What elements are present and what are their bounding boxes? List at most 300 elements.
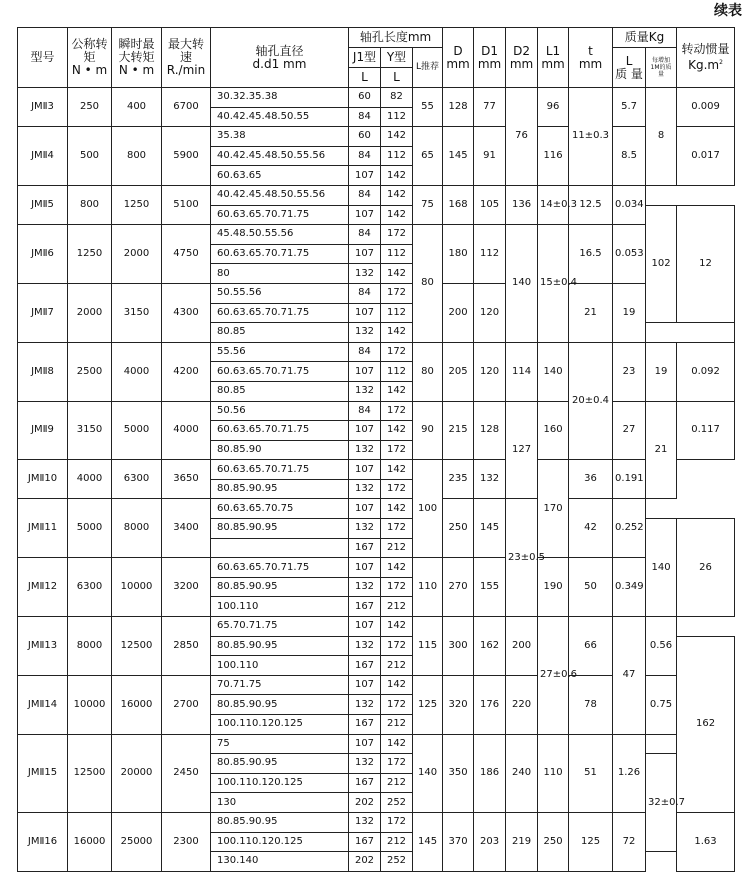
y-length-cell: 142 [381, 460, 413, 480]
y-length-cell: 172 [381, 440, 413, 460]
y-length-cell: 82 [381, 88, 413, 108]
col-header-D1: D1 mm [474, 28, 506, 88]
j1-length-cell: 132 [349, 264, 381, 284]
table-row [18, 401, 735, 421]
L1-cell: 200 [506, 617, 538, 676]
nominal-torque-cell: 1250 [68, 225, 112, 284]
bore-cell: 50.56 [211, 401, 349, 421]
inertia-cell: 0.092 [677, 342, 735, 401]
j1-length-cell: 107 [349, 244, 381, 264]
y-length-cell: 172 [381, 401, 413, 421]
mass-cell: 23 [613, 342, 646, 401]
bore-cell: 80.85 [211, 381, 349, 401]
mass-cell: 16.5 [569, 225, 613, 284]
bore-cell: 100.110.120.125 [211, 832, 349, 852]
j1-length-cell: 107 [349, 205, 381, 225]
table-row [18, 342, 735, 362]
j1-length-cell: 132 [349, 381, 381, 401]
max-speed-cell: 5900 [162, 127, 211, 186]
D-cell: 168 [443, 185, 474, 224]
col-header-model: 型号 [18, 28, 68, 88]
L1-cell: 96 [538, 88, 569, 127]
bore-cell: 60.63.65.70.71.75 [211, 460, 349, 480]
bore-cell: 60.63.65.70.75 [211, 499, 349, 519]
max-speed-cell: 3400 [162, 499, 211, 558]
col-header-y: Y型 [381, 48, 413, 68]
max-speed-cell: 2850 [162, 617, 211, 676]
peak-torque-cell: 800 [112, 127, 162, 186]
nominal-torque-cell: 6300 [68, 558, 112, 617]
col-header-max-speed: 最大转速 R./min [162, 28, 211, 88]
D-cell: 200 [443, 283, 474, 342]
model-cell: JMⅡ9 [18, 401, 68, 460]
bore-cell: 60.63.65.70.71.75 [211, 303, 349, 323]
D2-cell: 127 [506, 401, 538, 499]
bore-cell: 80.85.90 [211, 440, 349, 460]
L1-cell: 116 [538, 127, 569, 186]
j1-length-cell: 167 [349, 538, 381, 558]
D1-cell: 162 [474, 617, 506, 676]
j1-length-cell: 84 [349, 401, 381, 421]
D2-cell: 102 [646, 205, 677, 323]
bore-cell: 80.85.90.95 [211, 812, 349, 832]
mass-per-meter-cell: 8 [646, 88, 677, 186]
model-cell: JMⅡ6 [18, 225, 68, 284]
bore-cell: 100.110.120.125 [211, 773, 349, 793]
col-header-y-l: L [381, 68, 413, 88]
nominal-torque-cell: 12500 [68, 734, 112, 812]
j1-length-cell: 107 [349, 362, 381, 382]
table-row [18, 558, 735, 578]
y-length-cell: 142 [381, 558, 413, 578]
y-length-cell: 142 [381, 166, 413, 186]
l-rec-cell: 55 [413, 88, 443, 127]
col-header-inertia: 转动惯量 $Kg.m^2$ [677, 28, 735, 88]
bore-cell: 100.110 [211, 597, 349, 617]
D2-cell: 140 [646, 519, 677, 617]
D1-cell: 176 [474, 675, 506, 734]
model-cell: JMⅡ5 [18, 185, 68, 224]
l-rec-cell: 65 [413, 127, 443, 186]
y-length-cell: 212 [381, 773, 413, 793]
table-row [18, 460, 735, 480]
j1-length-cell: 84 [349, 342, 381, 362]
model-cell: JMⅡ3 [18, 88, 68, 127]
y-length-cell: 172 [381, 754, 413, 774]
y-length-cell: 112 [381, 362, 413, 382]
model-cell: JMⅡ8 [18, 342, 68, 401]
bore-cell: 80.85.90.95 [211, 754, 349, 774]
bore-cell: 80 [211, 264, 349, 284]
D2-cell: 219 [506, 812, 538, 871]
col-header-nominal-torque: 公称转矩 N • m [68, 28, 112, 88]
bore-cell: 55.56 [211, 342, 349, 362]
t-cell: 20±0.4 [569, 342, 613, 460]
col-header-D2: D2 mm [506, 28, 538, 88]
inertia-cell: 0.75 [646, 675, 677, 734]
max-speed-cell: 2300 [162, 812, 211, 871]
col-header-bore: 轴孔直径 d.d1 mm [211, 28, 349, 88]
l-rec-cell: 90 [413, 401, 443, 460]
y-length-cell: 142 [381, 323, 413, 343]
max-speed-cell: 2450 [162, 734, 211, 812]
mass-cell: 12.5 [569, 185, 613, 224]
col-header-mass: L 质 量 [613, 48, 646, 88]
t-cell: 15±0.4 [538, 225, 569, 343]
y-length-cell: 172 [381, 283, 413, 303]
j1-length-cell: 107 [349, 460, 381, 480]
mass-cell: 42 [569, 499, 613, 558]
bore-cell: 80.85 [211, 323, 349, 343]
bore-cell: 75 [211, 734, 349, 754]
table-caption: 续表 [714, 3, 742, 19]
mass-per-meter-cell: 47 [613, 617, 646, 735]
y-length-cell: 142 [381, 617, 413, 637]
y-length-cell: 212 [381, 715, 413, 735]
l-rec-cell: 110 [413, 558, 443, 617]
bore-cell: 30.32.35.38 [211, 88, 349, 108]
j1-length-cell: 132 [349, 323, 381, 343]
l-rec-cell: 125 [413, 675, 443, 734]
bore-cell: 60.63.65.70.71.75 [211, 244, 349, 264]
y-length-cell: 172 [381, 225, 413, 245]
col-header-j1: J1型 [349, 48, 381, 68]
D1-cell: 145 [474, 499, 506, 558]
model-cell: JMⅡ15 [18, 734, 68, 812]
L1-cell: 170 [538, 460, 569, 558]
l-rec-cell: 145 [413, 812, 443, 871]
inertia-cell: 0.349 [613, 558, 646, 617]
l-rec-cell: 140 [413, 734, 443, 812]
y-length-cell: 212 [381, 597, 413, 617]
y-length-cell: 112 [381, 303, 413, 323]
y-length-cell: 142 [381, 499, 413, 519]
peak-torque-cell: 20000 [112, 734, 162, 812]
j1-length-cell: 202 [349, 852, 381, 872]
L1-cell: 190 [538, 558, 569, 617]
j1-length-cell: 167 [349, 832, 381, 852]
j1-length-cell: 84 [349, 185, 381, 205]
D2-cell: 114 [506, 342, 538, 401]
bore-cell: 70.71.75 [211, 675, 349, 695]
D1-cell: 120 [474, 342, 506, 401]
table-row [18, 617, 735, 637]
D-cell: 205 [443, 342, 474, 401]
model-cell: JMⅡ14 [18, 675, 68, 734]
model-cell: JMⅡ4 [18, 127, 68, 186]
peak-torque-cell: 3150 [112, 283, 162, 342]
y-length-cell: 172 [381, 342, 413, 362]
y-length-cell: 172 [381, 812, 413, 832]
table-row [18, 127, 735, 147]
inertia-cell: 1.63 [677, 812, 735, 871]
t-cell: 11±0.3 [569, 88, 613, 186]
j1-length-cell: 132 [349, 519, 381, 539]
mass-cell: 36 [569, 460, 613, 499]
j1-length-cell: 84 [349, 283, 381, 303]
peak-torque-cell: 6300 [112, 460, 162, 499]
max-speed-cell: 5100 [162, 185, 211, 224]
col-header-l-recommended: L推荐 [413, 48, 443, 88]
j1-length-cell: 107 [349, 166, 381, 186]
mass-cell: 8.5 [613, 127, 646, 186]
y-length-cell: 172 [381, 695, 413, 715]
D1-cell: 186 [474, 734, 506, 812]
D-cell: 350 [443, 734, 474, 812]
j1-length-cell: 84 [349, 107, 381, 127]
D1-cell: 120 [474, 283, 506, 342]
nominal-torque-cell: 250 [68, 88, 112, 127]
peak-torque-cell: 8000 [112, 499, 162, 558]
D-cell: 215 [443, 401, 474, 460]
t-cell: 14±0.3 [538, 185, 569, 224]
model-cell: JMⅡ7 [18, 283, 68, 342]
nominal-torque-cell: 3150 [68, 401, 112, 460]
D-cell: 370 [443, 812, 474, 871]
y-length-cell: 142 [381, 381, 413, 401]
t-cell: 27±0.6 [538, 617, 569, 735]
D-cell: 235 [443, 460, 474, 499]
D1-cell: 155 [474, 558, 506, 617]
peak-torque-cell: 25000 [112, 812, 162, 871]
j1-length-cell: 84 [349, 146, 381, 166]
L1-cell: 136 [506, 185, 538, 224]
inertia-cell: 0.117 [677, 401, 735, 460]
coupling-spec-table [17, 27, 735, 872]
inertia-cell: 0.009 [677, 88, 735, 127]
mass-per-meter-cell: 21 [646, 401, 677, 499]
j1-length-cell: 107 [349, 499, 381, 519]
nominal-torque-cell: 5000 [68, 499, 112, 558]
j1-length-cell: 132 [349, 440, 381, 460]
bore-cell: 45.48.50.55.56 [211, 225, 349, 245]
max-speed-cell: 4200 [162, 342, 211, 401]
bore-cell: 130.140 [211, 852, 349, 872]
y-length-cell: 172 [381, 577, 413, 597]
nominal-torque-cell: 2500 [68, 342, 112, 401]
j1-length-cell: 107 [349, 675, 381, 695]
y-length-cell: 252 [381, 852, 413, 872]
mass-per-meter-cell: 26 [677, 519, 735, 617]
bore-cell: 80.85.90.95 [211, 479, 349, 499]
l-rec-cell: 115 [413, 617, 443, 676]
D-cell: 145 [443, 127, 474, 186]
y-length-cell: 252 [381, 793, 413, 813]
mass-cell: 66 [569, 617, 613, 676]
bore-cell: 60.63.65.70.71.75 [211, 558, 349, 578]
table-row [18, 88, 735, 108]
col-header-t: t mm [569, 28, 613, 88]
D-cell: 300 [443, 617, 474, 676]
table-row [18, 283, 735, 303]
y-length-cell: 142 [381, 185, 413, 205]
bore-cell: 80.85.90.95 [211, 636, 349, 656]
L1-cell: 160 [538, 401, 569, 460]
y-length-cell: 112 [381, 244, 413, 264]
table-row [18, 734, 735, 754]
y-length-cell: 142 [381, 205, 413, 225]
peak-torque-cell: 400 [112, 88, 162, 127]
L1-cell: 140 [538, 342, 569, 401]
L1-cell: 220 [506, 675, 538, 734]
col-header-D: D mm [443, 28, 474, 88]
bore-cell: 130 [211, 793, 349, 813]
inertia-cell: 0.252 [613, 499, 646, 558]
col-header-peak-torque: 瞬时最大转矩 N • m [112, 28, 162, 88]
y-length-cell: 142 [381, 127, 413, 147]
max-speed-cell: 3650 [162, 460, 211, 499]
l-rec-cell: 80 [413, 225, 443, 343]
y-length-cell: 142 [381, 675, 413, 695]
y-length-cell: 212 [381, 538, 413, 558]
y-length-cell: 212 [381, 832, 413, 852]
D1-cell: 91 [474, 127, 506, 186]
bore-cell: 80.85.90.95 [211, 577, 349, 597]
table-row [18, 185, 735, 205]
nominal-torque-cell: 8000 [68, 617, 112, 676]
y-length-cell: 172 [381, 519, 413, 539]
model-cell: JMⅡ11 [18, 499, 68, 558]
D-cell: 180 [443, 225, 474, 284]
y-length-cell: 112 [381, 107, 413, 127]
mass-per-meter-cell: 19 [646, 342, 677, 401]
peak-torque-cell: 5000 [112, 401, 162, 460]
max-speed-cell: 2700 [162, 675, 211, 734]
j1-length-cell: 132 [349, 754, 381, 774]
max-speed-cell: 4300 [162, 283, 211, 342]
nominal-torque-cell: 10000 [68, 675, 112, 734]
D1-cell: 112 [474, 225, 506, 284]
j1-length-cell: 202 [349, 793, 381, 813]
bore-cell: 80.85.90.95 [211, 695, 349, 715]
peak-torque-cell: 4000 [112, 342, 162, 401]
col-header-mass-per-meter: 每增加1M的质量 [646, 48, 677, 88]
D1-cell: 203 [474, 812, 506, 871]
nominal-torque-cell: 2000 [68, 283, 112, 342]
col-header-length-group: 轴孔长度mm [349, 28, 443, 48]
D-cell: 250 [443, 499, 474, 558]
j1-length-cell: 107 [349, 617, 381, 637]
inertia-cell: 0.191 [613, 460, 646, 499]
nominal-torque-cell: 500 [68, 127, 112, 186]
mass-cell: 50 [569, 558, 613, 617]
j1-length-cell: 167 [349, 715, 381, 735]
j1-length-cell: 132 [349, 812, 381, 832]
y-length-cell: 142 [381, 734, 413, 754]
table-row [18, 812, 735, 832]
j1-length-cell: 60 [349, 88, 381, 108]
D1-cell: 77 [474, 88, 506, 127]
inertia-cell: 0.034 [613, 185, 646, 224]
y-length-cell: 172 [381, 479, 413, 499]
mass-cell: 5.7 [613, 88, 646, 127]
j1-length-cell: 167 [349, 597, 381, 617]
table-row [18, 499, 735, 519]
j1-length-cell: 132 [349, 577, 381, 597]
table-row [18, 225, 735, 245]
t-cell: 32±0.7 [646, 754, 677, 852]
j1-length-cell: 107 [349, 303, 381, 323]
inertia-cell: 1.26 [613, 734, 646, 812]
peak-torque-cell: 16000 [112, 675, 162, 734]
j1-length-cell: 107 [349, 734, 381, 754]
model-cell: JMⅡ12 [18, 558, 68, 617]
model-cell: JMⅡ16 [18, 812, 68, 871]
j1-length-cell: 167 [349, 656, 381, 676]
D2-cell: 76 [506, 88, 538, 186]
bore-cell: 100.110.120.125 [211, 715, 349, 735]
L1-cell: 140 [506, 225, 538, 343]
col-header-L1: L1 mm [538, 28, 569, 88]
peak-torque-cell: 10000 [112, 558, 162, 617]
L1-cell: 250 [538, 812, 569, 871]
y-length-cell: 142 [381, 421, 413, 441]
col-header-j1-l: L [349, 68, 381, 88]
bore-cell: 60.63.65.70.71.75 [211, 362, 349, 382]
bore-cell: 50.55.56 [211, 283, 349, 303]
bore-cell: 40.42.45.48.50.55 [211, 107, 349, 127]
max-speed-cell: 6700 [162, 88, 211, 127]
peak-torque-cell: 12500 [112, 617, 162, 676]
max-speed-cell: 4750 [162, 225, 211, 284]
D1-cell: 128 [474, 401, 506, 460]
max-speed-cell: 4000 [162, 401, 211, 460]
l-rec-cell: 75 [413, 185, 443, 224]
inertia-cell: 0.053 [613, 225, 646, 284]
j1-length-cell: 107 [349, 421, 381, 441]
mass-cell: 110 [538, 734, 569, 812]
nominal-torque-cell: 16000 [68, 812, 112, 871]
mass-per-meter-cell: 51 [569, 734, 613, 812]
j1-length-cell: 132 [349, 636, 381, 656]
bore-cell: 60.63.65.70.71.75 [211, 421, 349, 441]
j1-length-cell: 107 [349, 558, 381, 578]
y-length-cell: 142 [381, 264, 413, 284]
nominal-torque-cell: 4000 [68, 460, 112, 499]
mass-cell: 125 [569, 812, 613, 871]
peak-torque-cell: 2000 [112, 225, 162, 284]
nominal-torque-cell: 800 [68, 185, 112, 224]
D1-cell: 105 [474, 185, 506, 224]
max-speed-cell: 3200 [162, 558, 211, 617]
y-length-cell: 172 [381, 636, 413, 656]
col-header-mass-group: 质量Kg [613, 28, 677, 48]
D2-cell: 162 [677, 636, 735, 812]
bore-cell [211, 538, 349, 558]
model-cell: JMⅡ10 [18, 460, 68, 499]
bore-cell: 40.42.45.48.50.55.56 [211, 185, 349, 205]
bore-cell: 100.110 [211, 656, 349, 676]
bore-cell: 35.38 [211, 127, 349, 147]
mass-per-meter-cell: 12 [677, 205, 735, 323]
bore-cell: 60.63.65 [211, 166, 349, 186]
D-cell: 128 [443, 88, 474, 127]
D-cell: 320 [443, 675, 474, 734]
bore-cell: 60.63.65.70.71.75 [211, 205, 349, 225]
mass-per-meter-cell: 72 [613, 812, 646, 871]
mass-cell: 78 [569, 675, 613, 734]
inertia-cell: 0.56 [646, 617, 677, 676]
D-cell: 270 [443, 558, 474, 617]
y-length-cell: 212 [381, 656, 413, 676]
bore-cell: 80.85.90.95 [211, 519, 349, 539]
j1-length-cell: 167 [349, 773, 381, 793]
y-length-cell: 112 [381, 146, 413, 166]
D1-cell: 132 [474, 460, 506, 499]
l-rec-cell: 80 [413, 342, 443, 401]
j1-length-cell: 132 [349, 479, 381, 499]
peak-torque-cell: 1250 [112, 185, 162, 224]
